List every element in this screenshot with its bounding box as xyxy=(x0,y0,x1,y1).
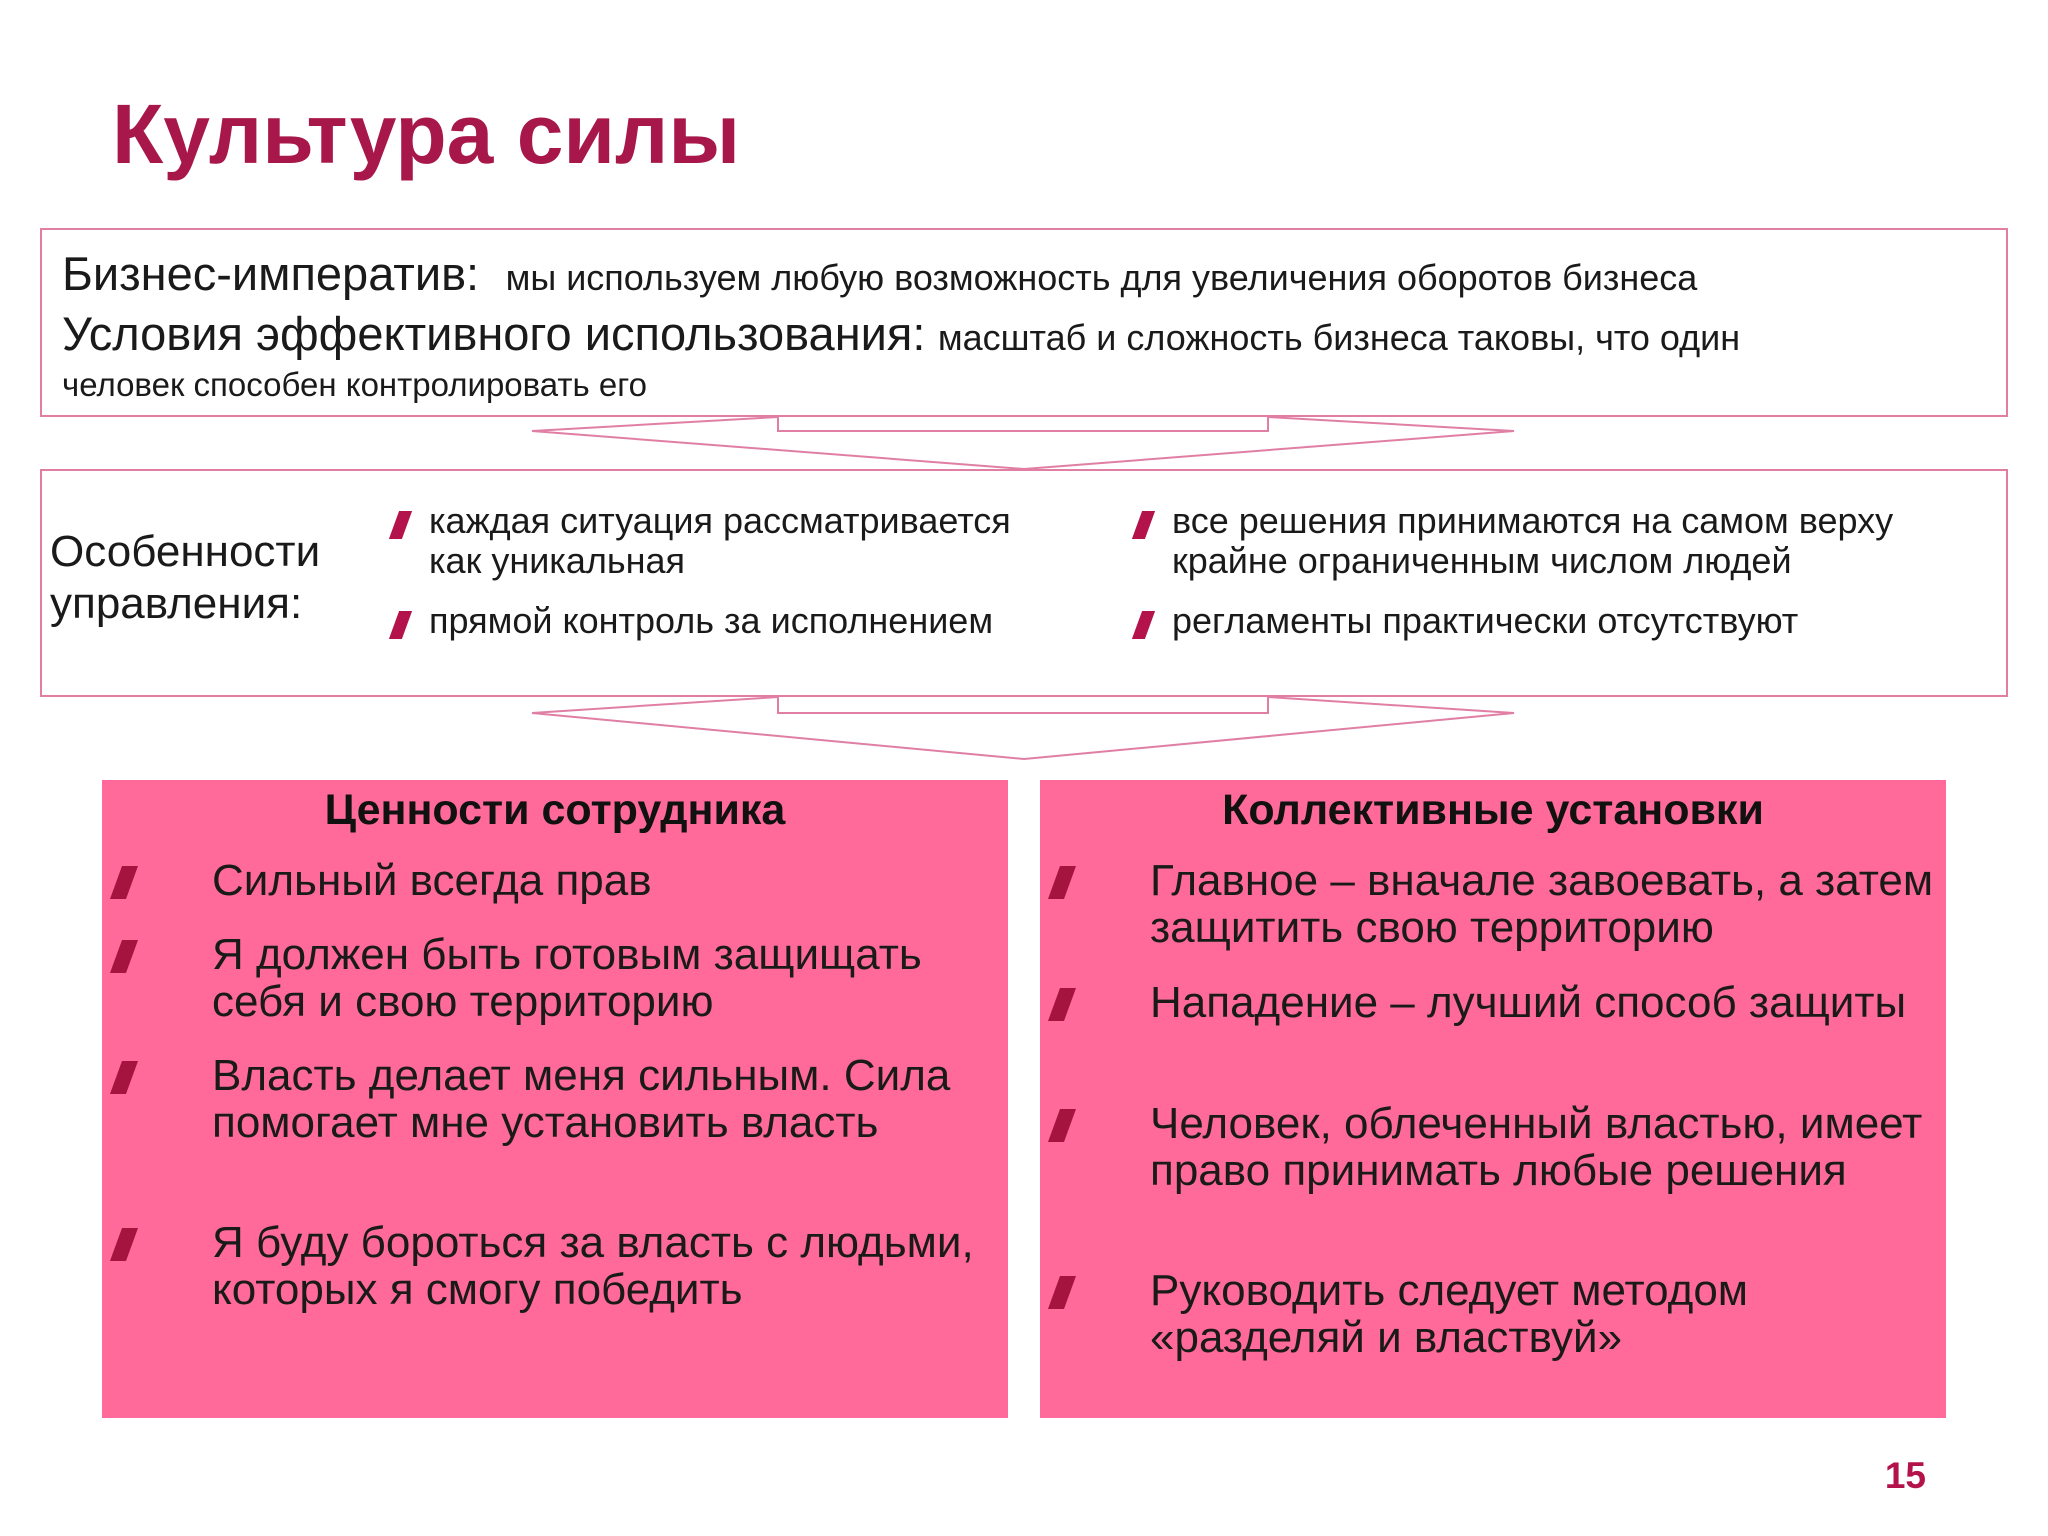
attitude-item: Руководить следует методом «разделяй и властвуй» xyxy=(1150,1266,1749,1362)
imperative-label: Бизнес-императив: xyxy=(62,247,480,300)
bullet-line: все решения принимаются на самом верху xyxy=(1172,500,1894,541)
management-box xyxy=(40,469,2008,697)
bullet-line: прямой контроль за исполнением xyxy=(429,600,994,641)
bullet-icon xyxy=(1048,988,1076,1021)
bullet-icon xyxy=(1048,1276,1076,1309)
bullet-icon xyxy=(1132,511,1155,539)
bullet-icon xyxy=(110,1061,138,1094)
bullet-icon xyxy=(110,1228,138,1261)
attitude-item: Главное – вначале завоевать, а затем защитить свою территорию xyxy=(1150,856,1934,952)
conditions-line xyxy=(62,306,1740,361)
bullet-icon xyxy=(110,940,138,973)
bullet-icon xyxy=(1132,611,1155,639)
panel-heading: Ценности сотрудника xyxy=(324,786,786,834)
conditions-text: масштаб и сложность бизнеса таковы, что один xyxy=(937,317,1741,358)
bullet-icon xyxy=(110,866,138,899)
slide-title: Культура силы xyxy=(112,87,741,181)
imperative-box xyxy=(40,228,2008,417)
conditions-text-continued: человек способен контролировать его xyxy=(62,366,647,403)
management-bullet xyxy=(1172,501,1893,582)
panel-heading: Коллективные установки xyxy=(1222,786,1764,834)
collective-attitudes-panel xyxy=(1040,780,1946,1418)
bullet-icon xyxy=(389,611,412,639)
arrow-down-2 xyxy=(532,697,1514,759)
value-item: Я должен быть готовым защищать себя и свою территорию xyxy=(212,930,922,1026)
bullet-line: регламенты практически отсутствуют xyxy=(1172,600,1799,641)
value-item: Я буду бороться за власть с людьми, которых я смогу победить xyxy=(212,1218,974,1314)
value-item: Сильный всегда прав xyxy=(212,856,652,905)
management-bullet xyxy=(429,501,1011,582)
bullet-line: крайне ограниченным числом людей xyxy=(1172,540,1792,582)
bullet-icon xyxy=(1048,1109,1076,1142)
management-bullet xyxy=(1172,601,1798,641)
employee-values-panel xyxy=(102,780,1008,1418)
attitude-item: Нападение – лучший способ защиты xyxy=(1150,978,1907,1027)
imperative-text: мы используем любую возможность для увеличения оборотов бизнеса xyxy=(505,257,1698,298)
value-item: Власть делает меня сильным. Сила помогает мне установить власть xyxy=(212,1051,951,1147)
bullet-icon xyxy=(1048,866,1076,899)
management-label xyxy=(50,526,320,630)
management-bullet xyxy=(429,601,993,641)
bullet-line: каждая ситуация рассматривается xyxy=(429,500,1011,541)
bullet-icon xyxy=(389,511,412,539)
page-number: 15 xyxy=(1884,1455,1926,1496)
bullet-line: как уникальная xyxy=(429,540,686,582)
management-label-line2: управления: xyxy=(50,578,303,628)
attitude-item: Человек, облеченный властью, имеет право принимать любые решения xyxy=(1150,1099,1923,1195)
imperative-line xyxy=(62,246,1697,301)
arrow-down-1 xyxy=(532,417,1514,469)
management-label-line1: Особенности xyxy=(50,527,321,576)
conditions-label: Условия эффективного использования: xyxy=(62,307,926,360)
